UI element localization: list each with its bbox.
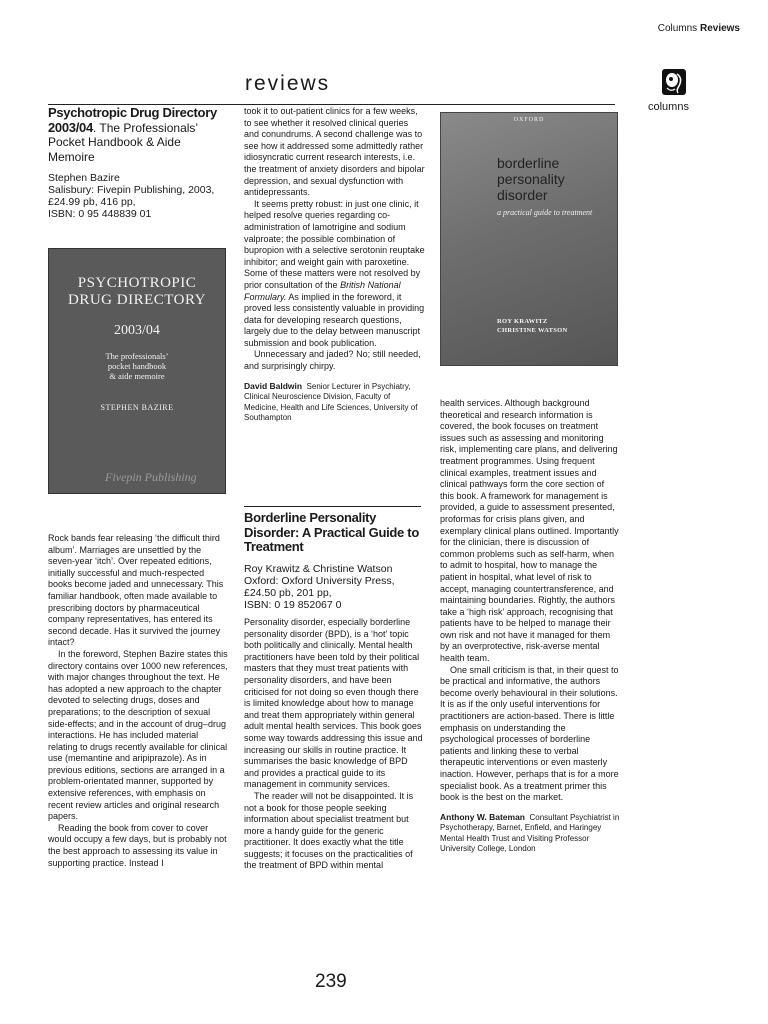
review1-reviewer-affiliation: Senior Lecturer in Psychiatry, Clinical Neuroscience Division, Faculty of Medicine, Health and Life Sciences, University of Southampton — [244, 381, 418, 423]
review-divider — [244, 506, 421, 507]
running-header-label: Reviews — [699, 23, 740, 34]
review1-body-col1 — [48, 533, 229, 869]
review1-paragraph: took it to out-patient clinics for a few weeks, to see whether it resolved clinical queries and conundrums. A second challenge was to see how it addressed some admittedly rather idiosyncratic current research interests, i.e. the treatment of anxiety disorders and bipolar depression, and sexual dysfunction with antidepressants. — [244, 106, 425, 198]
review2-price: £24.50 pb, 201 pp, — [244, 586, 332, 599]
review1-subtitle: . The Professionals’ Pocket Handbook & Aide Memoire — [48, 120, 198, 164]
review2-reviewer-affiliation: Consultant Psychiatrist in Psychotherapy, Barnet, Enfield, and Haringey Mental Health Trust and Visiting Professor University College, London — [440, 812, 620, 854]
review2-cover-author-2: CHRISTINE WATSON — [497, 327, 568, 334]
review1-reviewer — [244, 381, 425, 424]
review2-paragraph: The reader will not be disappointed. It is not a book for those people seeking information about specialist treatment but more a handy guide for the generic practitioner. It does exactly what the title suggests; it focuses on the practicalities of the treatment of BPD within mental — [244, 790, 414, 871]
review2-cover-image — [440, 112, 618, 366]
review2-cover-publisher: OXFORD — [513, 117, 545, 123]
review1-cover-sub-3: & aide memoire — [109, 371, 165, 381]
review2-cover-subtitle: a practical guide to treatment — [497, 208, 593, 217]
review2-paragraph: Personality disorder, especially borderline personality disorder (BPD), is a ‘hot’ topic both politically and clinically. Mental health practitioners have been told by their political masters that they must treat patients with personality disorders, and have been criticised for not doing so even though there is limited knowledge about how to manage and treat them appropriately within general adult mental health services. This book goes some way towards addressing this issue and increasing our skills in routine practice. It summarises the basic knowledge of BPD and provides a practical guide to its management in community services. — [244, 617, 423, 790]
review2-title: Borderline Personality Disorder: A Practical Guide to Treatment — [244, 510, 419, 554]
review2-paragraph: health services. Although background theoretical and research information is covered, the book focuses on treatment issues such as assessing and monitoring risk, implementing care plans, and delivering treatment programmes. Using frequent clinical examples, treatment issues and clinical pathways form the core section of this book. A framework for management is provided, a guide to assessment presented, proformas for crisis plans given, and exemplary clinical plans outlined. Importantly for the clinician, there is discussion of common problems such as self-harm, when to admit to hospital, how to manage the patient in hospital, what level of risk to accept, managing countertransference, and maintaining boundaries. Rightly, the authors take a ‘high risk’ approach, recognising that patients have to be helped to manage their own risk and not have it managed for them by an overprotective, risk-averse mental health team. — [440, 398, 619, 664]
review2-header — [244, 511, 425, 611]
review2-reviewer-name: Anthony W. Bateman — [440, 811, 526, 822]
review2-body-col2 — [244, 617, 425, 872]
review1-price: £24.99 pb, 416 pp, — [48, 196, 136, 209]
review1-cover-title-1: PSYCHOTROPIC — [77, 275, 197, 291]
running-header-section: Columns — [657, 23, 698, 34]
columns-label: columns — [648, 101, 689, 113]
review1-cover-image — [48, 248, 226, 494]
review1-isbn: ISBN: 0 95 448839 01 — [48, 208, 152, 221]
review1-cover-publisher: Fivepin Publishing — [105, 470, 197, 484]
review1-text: As implied in the foreword, it proved less consistently valuable in providing data for developing research questions, largely due to the delay between manuscript submission and book publication. — [244, 291, 425, 348]
review1-cover-sub-1: The professionals’ — [105, 351, 169, 361]
section-title: reviews — [245, 72, 331, 95]
review1-body-col2 — [244, 106, 425, 424]
review1-author: Stephen Bazire — [48, 172, 120, 185]
review1-paragraph: Reading the book from cover to cover would occupy a few days, but is probably not the best approach to assessing its value in supporting practice. Instead I — [48, 822, 227, 868]
review1-text: It seems pretty robust: in just one clinic, it helped resolve queries regarding co-administration of lamotrigine and sodium valproate; the possible combination of bupropion with a selective serotonin reuptake inhibitor; and weight gain with paroxetine. Some of these matters were not resolved by prior consultation of the — [244, 198, 425, 290]
columns-emblem-icon — [661, 68, 687, 96]
review1-meta — [48, 172, 228, 220]
review2-body-col3 — [440, 398, 620, 855]
review1-reviewer-name: David Baldwin — [244, 380, 303, 391]
running-header — [658, 23, 740, 34]
review2-reviewer — [440, 812, 620, 855]
review2-meta — [244, 563, 425, 611]
review1-title: Psychotropic Drug Directory 2003/04 — [48, 105, 217, 135]
review1-paragraph: In the foreword, Stephen Bazire states this directory contains over 1000 new references, with major changes throughout the text. He has adopted a new approach to the chapter devoted to selecting drugs, doses and preparations; to the description of sexual side-effects; and in the account of drug–drug interactions. He has included material relating to drugs recently available for clinical use (memantine and aripiprazole). As in previous editions, sections are arranged in a problem-orientated manner, supported by extensive references, with emphasis on recent review articles and original research papers. — [48, 648, 228, 822]
review1-cover-title-2: DRUG DIRECTORY — [68, 292, 206, 308]
review1-cover-author: STEPHEN BAZIRE — [100, 403, 174, 412]
review1-italic-title: British National Formulary. — [244, 279, 401, 302]
review1-cover-year: 2003/04 — [114, 323, 160, 338]
review2-paragraph: One small criticism is that, in their quest to be practical and informative, the authors become overly behavioural in their solutions. It is as if the only useful interventions for practitioners are action-based. There is little emphasis on understanding the psychological processes of borderline patients and linking these to verbal therapeutic interventions or even masterly inaction. However, perhaps that is for a more specialist book. As a treatment primer this book is the best on the market. — [440, 664, 619, 803]
review2-authors: Roy Krawitz & Christine Watson — [244, 562, 393, 575]
page-number: 239 — [315, 971, 347, 992]
review1-paragraph: Rock bands fear releasing ‘the difficult third album’. Marriages are unsettled by the seven-year ‘itch’. Over repeated editions, initially successful and much-respected books become jaded and unnecessary. This familiar handbook, often made available to prescribing doctors by pharmaceutical company representatives, has entered its second decade. Has it survived the journey intact? — [48, 533, 224, 648]
review1-publisher: Salisbury: Fivepin Publishing, 2003, — [48, 184, 215, 197]
review2-cover-title-3: disorder — [497, 187, 548, 203]
review2-cover-title-2: personality — [497, 171, 565, 187]
review2-publisher: Oxford: Oxford University Press, — [244, 574, 395, 587]
review2-cover-title-1: borderline — [497, 155, 560, 171]
review2-cover-author-1: ROY KRAWITZ — [497, 318, 548, 325]
review1-header — [48, 106, 228, 220]
review1-paragraph — [244, 199, 425, 350]
review1-cover-sub-2: pocket handbook — [107, 361, 167, 371]
review2-isbn: ISBN: 0 19 852067 0 — [244, 598, 342, 611]
review1-paragraph: Unnecessary and jaded? No; still needed, and surprisingly chirpy. — [244, 349, 421, 372]
